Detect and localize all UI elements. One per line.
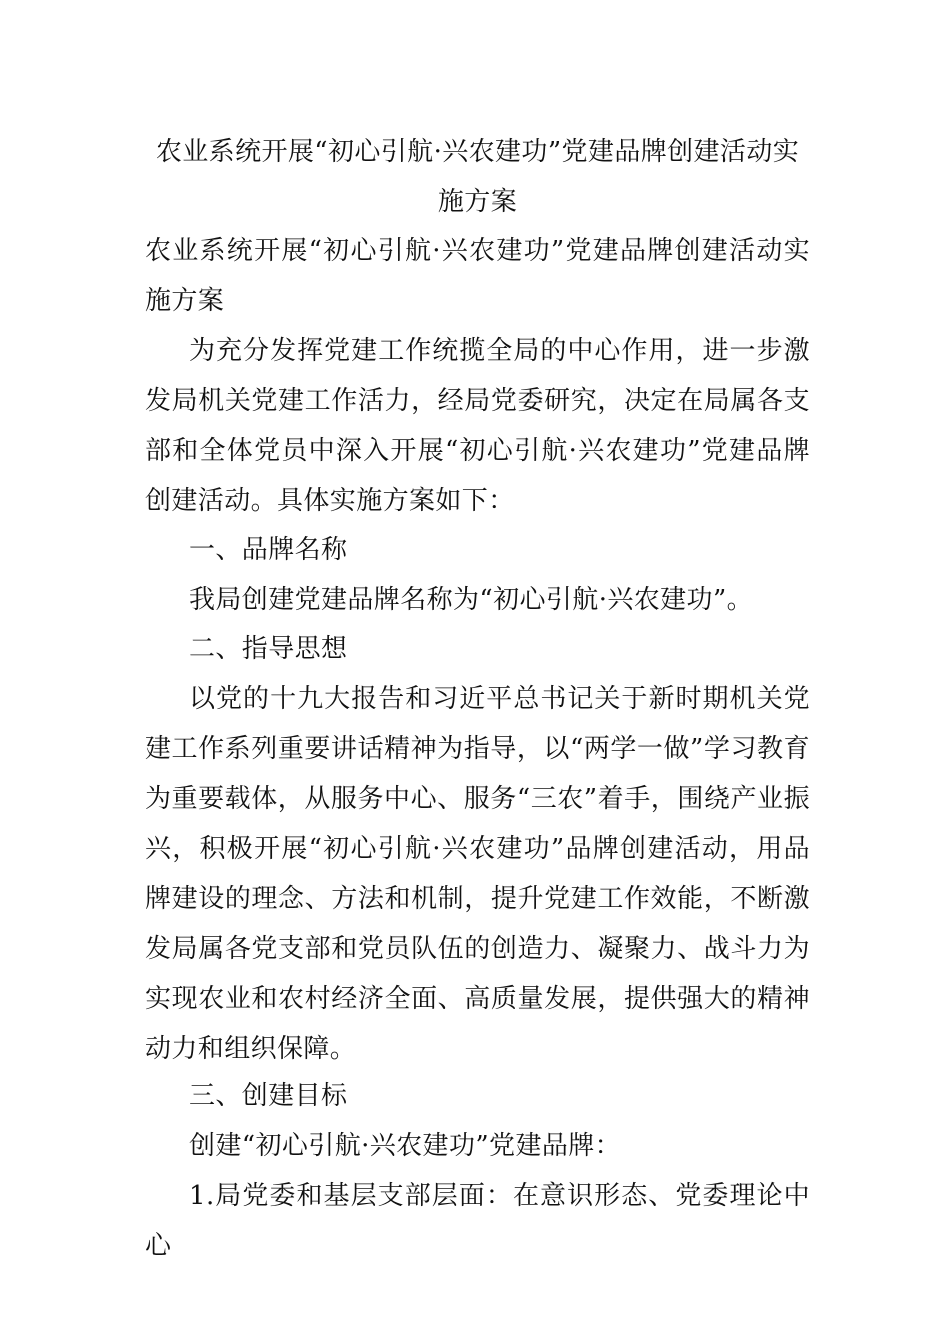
guiding-thought-paragraph: 以党的十九大报告和习近平总书记关于新时期机关党建工作系列重要讲话精神为指导，以“两学一做”学习教育为重要载体，从服务中心、服务“三农”着手，围绕产业振兴，积极开展“初心引航·兴农建功”品牌创建活动，用品牌建设的理念、方法和机制，提升党建工作效能，不断激发局属各党支部和党员队伍的创造力、凝聚力、战斗力为实现农业和农村经济全面、高质量发展，提供强大的精神动力和组织保障。 [145, 684, 810, 1064]
document-title: 农业系统开展“初心引航·兴农建功”党建品牌创建活动实施方案 [155, 137, 800, 217]
brand-name-paragraph: 我局创建党建品牌名称为“初心引航·兴农建功”。 [189, 585, 754, 615]
section-heading-goals: 三、创建目标 [189, 1081, 348, 1111]
section-heading-guiding-thought: 二、指导思想 [189, 634, 348, 664]
intro-paragraph: 为充分发挥党建工作统揽全局的中心作用，进一步激发局机关党建工作活力，经局党委研究，决定在局属各支部和全体党员中深入开展“初心引航·兴农建功”党建品牌创建活动。具体实施方案如下： [145, 336, 810, 516]
document-subtitle: 农业系统开展“初心引航·兴农建功”党建品牌创建活动实施方案 [145, 236, 810, 316]
goal-item-1: 1.局党委和基层支部层面：在意识形态、党委理论中心 [145, 1181, 810, 1261]
section-heading-brand-name: 一、品牌名称 [189, 535, 348, 565]
goals-paragraph: 创建“初心引航·兴农建功”党建品牌： [189, 1131, 622, 1161]
